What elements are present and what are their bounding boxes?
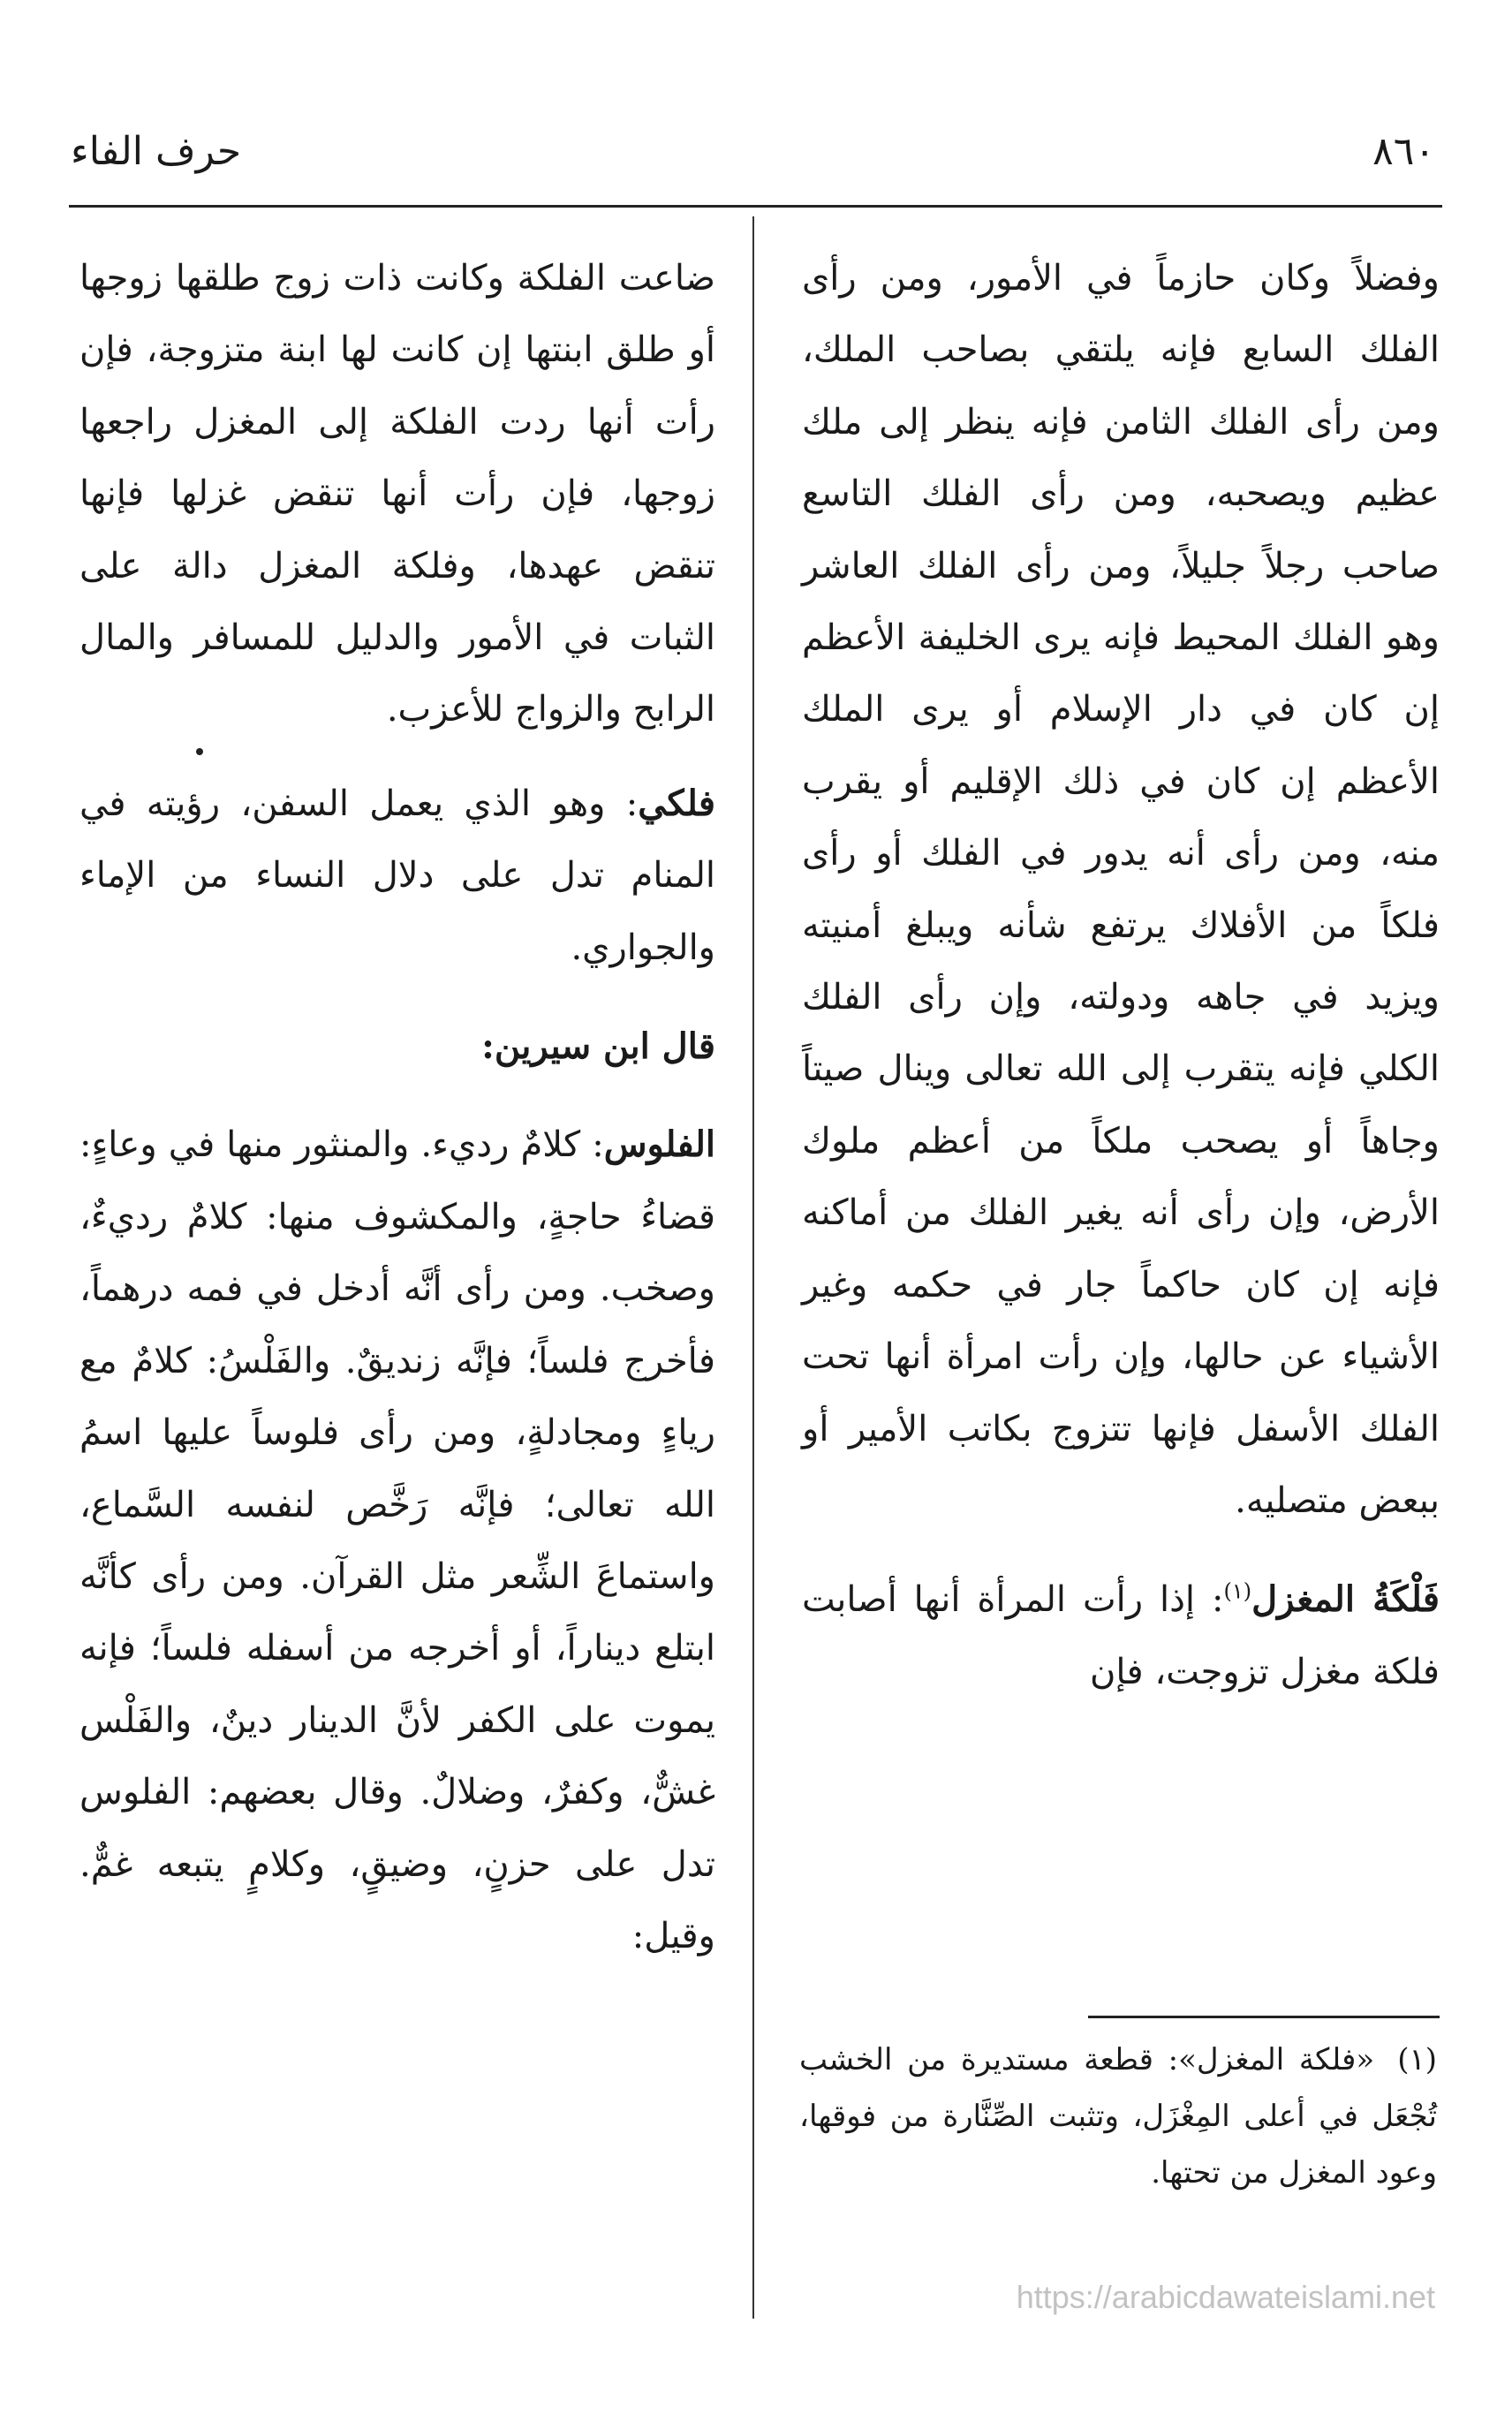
ornament-dot [196, 748, 203, 755]
entry-fulus [79, 1109, 715, 1972]
entry-falaki [79, 768, 715, 984]
footnote-ref: (١) [1223, 1578, 1252, 1604]
entry-term: فلكي [638, 782, 715, 824]
footnote-rule [1088, 2016, 1440, 2018]
entry-text: : كلامٌ رديء. والمنثور منها في وعاءٍ: قضاءُ حاجةٍ، والمكشوف منها: كلامٌ رديءٌ، وصخب. ومن رأى أنَّه أدخل في فمه درهماً، فأخرج فلساً؛ فإنَّه زنديقٌ. والفَلْسُ: كلامٌ مع رياءٍ ومجادلةٍ، ومن رأى فلوساً عليها اسمُ الله تعالى؛ فإنَّه رَخَّص لنفسه السَّماع، واستماعَ الشِّعر مثل القرآن. ومن رأى كأنَّه ابتلع ديناراً، أو أخرجه من أسفله فلساً؛ فإنه يموت على الكفر لأنَّ الدينار دينٌ، والفَلْس غشٌّ، وكفرٌ، وضلالٌ. وقال بعضهم: الفلوس تدل على حزنٍ، وضيقٍ، وكلامٍ يتبعه غمٌّ. وقيل: [79, 1124, 715, 1956]
header-rule [69, 205, 1442, 208]
entry-term: فَلْكَةُ المغزل [1251, 1578, 1440, 1621]
entry-text: : إذا رأت المرأة أنها أصابت فلكة مغزل تزوجت، فإن [802, 1579, 1440, 1692]
column-divider [752, 216, 754, 2319]
entry-text: : وهو الذي يعمل السفن، رؤيته في المنام تدل على دلال النساء من الإماء والجواري. [79, 783, 715, 968]
entry-falakat-al-mighzal [802, 1563, 1440, 1708]
left-paragraph-1: ضاعت الفلكة وكانت ذات زوج طلقها زوجها أو طلق ابنتها إن كانت لها ابنة متزوجة، فإن رأت أنها ردت الفلكة إلى المغزل راجعها زوجها، فإن رأت أنها تنقض غزلها فإنها تنقض عهدها، وفلكة المغزل دالة على الثبات في الأمور والدليل للمسافر والمال الرابح والزواج للأعزب. [79, 258, 715, 730]
right-column [802, 243, 1440, 1708]
footnote-number: (١) [1397, 2042, 1437, 2077]
footnote-text: «فلكة المغزل»: قطعة مستديرة من الخشب تُجْعَل في أعلى المِغْزَل، وتثبت الصِّنَّارة من فوقها، وعود المغزل من تحتها. [799, 2042, 1437, 2191]
footnote [799, 2032, 1437, 2201]
page-number: ٨٦٠ [1372, 129, 1435, 174]
watermark-url: https://arabicdawateislami.net [1016, 2279, 1435, 2315]
section-heading: قال ابن سيرين: [481, 1025, 715, 1068]
left-column [79, 243, 715, 1972]
chapter-title: حرف الفاء [71, 129, 242, 174]
entry-term: الفلوس [603, 1124, 715, 1166]
right-paragraph-1: وفضلاً وكان حازماً في الأمور، ومن رأى الفلك السابع فإنه يلتقي بصاحب الملك، ومن رأى الفلك الثامن فإنه ينظر إلى ملك عظيم ويصحبه، ومن رأى الفلك التاسع صاحب رجلاً جليلاً، ومن رأى الفلك العاشر وهو الفلك المحيط فإنه يرى الخليفة الأعظم إن كان في دار الإسلام أو يرى الملك الأعظم إن كان في ذلك الإقليم أو يقرب منه، ومن رأى أنه يدور في الفلك أو رأى فلكاً من الأفلاك يرتفع شأنه ويبلغ أمنيته ويزيد في جاهه ودولته، وإن رأى الفلك الكلي فإنه يتقرب إلى الله تعالى وينال صيتاً وجاهاً أو يصحب ملكاً من أعظم ملوك الأرض، وإن رأى أنه يغير الفلك من أماكنه فإنه إن كان حاكماً جار في حكمه وغير الأشياء عن حالها، وإن رأت امرأة أنها تحت الفلك الأسفل فإنها تتزوج بكاتب الأمير أو ببعض متصليه. [802, 258, 1440, 1521]
